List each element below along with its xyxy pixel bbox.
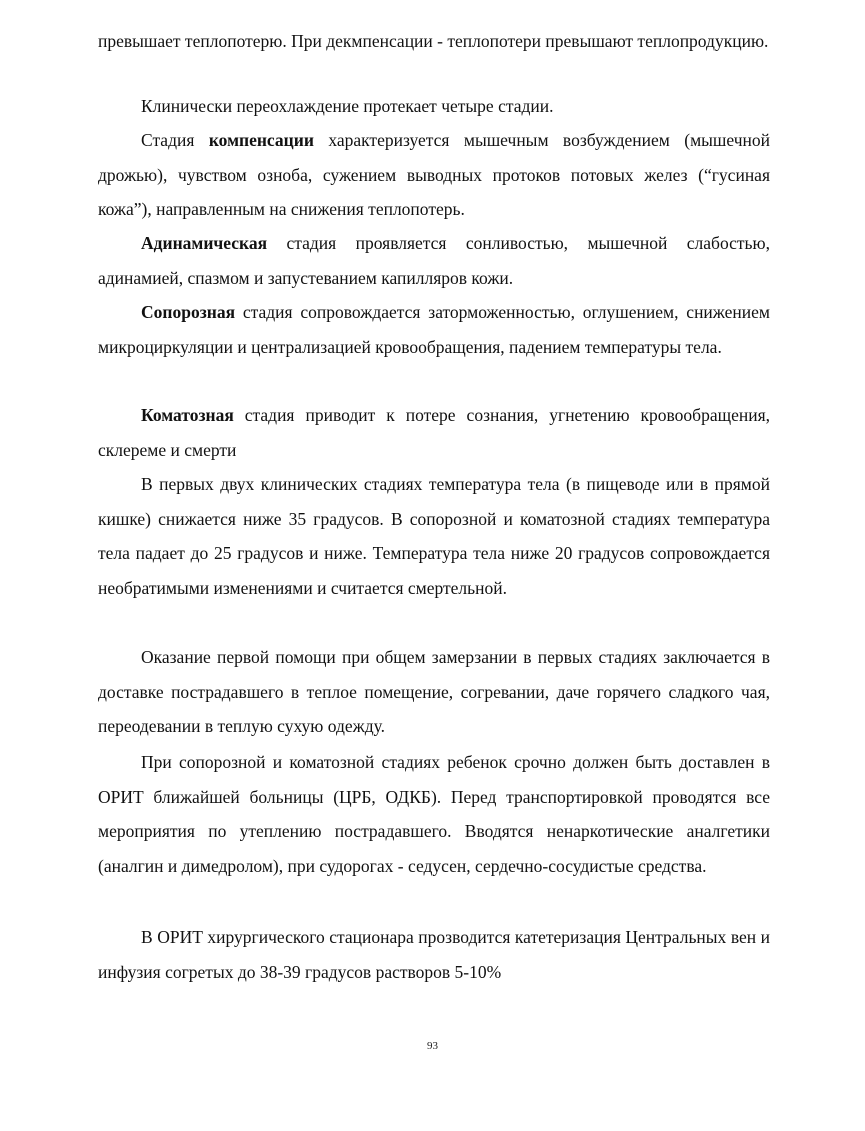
paragraph-icu-treatment — [98, 920, 770, 989]
paragraph-text: В первых двух клинических стадиях температура тела (в пищеводе или в прямой кишке) снижается ниже 35 градусов. В сопорозной и коматозной стадиях температура тела падает до 25 градусов и ниже. Температура тела ниже 20 градусов сопровождается необратимыми изменениями и считается смертельной. — [98, 474, 770, 598]
paragraph-temperature — [98, 467, 770, 605]
paragraph-adynamic-stage — [98, 226, 770, 295]
paragraph-text: В ОРИТ хирургического стационара прозводится катетеризация Центральных вен и инфузия согретых до 38-39 градусов растворов 5-10% — [98, 927, 770, 982]
paragraph-text: стадия приводит к потере сознания, угнетению кровообращения, склереме и смерти — [98, 405, 770, 460]
paragraph-comatose-stage — [98, 398, 770, 467]
paragraph-text: превышает теплопотерю. При декмпенсации - теплопотери превышают теплопродукцию. — [98, 31, 769, 51]
term-adynamic: Адинамическая — [141, 233, 268, 253]
paragraph-compensation-stage — [98, 123, 770, 227]
paragraph-text: Клинически переохлаждение протекает четыре стадии. — [141, 96, 554, 116]
term-soporous: Сопорозная — [141, 302, 236, 322]
paragraph-text: При сопорозной и коматозной стадиях ребенок срочно должен быть доставлен в ОРИТ ближайшей больницы (ЦРБ, ОДКБ). Перед транспортировкой проводятся все мероприятия по утеплению пострадавшего. Вводятся ненаркотические аналгетики (аналгин и димедролом), при судорогах - седусен, сердечно-сосудистые средства. — [98, 752, 770, 876]
paragraph-text: стадия проявляется сонливостью, мышечной слабостью, адинамией, спазмом и запустеванием капилляров кожи. — [98, 233, 770, 288]
paragraph-first-aid — [98, 640, 770, 744]
paragraph-text: характеризуется мышечным возбуждением (мышечной дрожью), чувством озноба, сужением выводных протоков потовых желез (“гусиная кожа”), направленным на снижения теплопотерь. — [98, 130, 770, 220]
paragraph-soporous-stage — [98, 295, 770, 364]
paragraph-text-prefix: Стадия — [141, 130, 209, 150]
paragraph-transport — [98, 745, 770, 883]
term-comatose: Коматозная — [141, 405, 234, 425]
paragraph-text: стадия сопровождается заторможенностью, оглушением, снижением микроциркуляции и централизацией кровообращения, падением температуры тела. — [98, 302, 770, 357]
paragraph-text: Оказание первой помощи при общем замерзании в первых стадиях заключается в доставке пострадавшего в теплое помещение, согревании, даче горячего сладкого чая, переодевании в теплую сухую одежду. — [98, 647, 770, 737]
paragraph-stages-intro — [98, 89, 770, 124]
page-number: 93 — [427, 1040, 438, 1052]
paragraph-decompensation — [98, 24, 770, 59]
term-compensation: компенсации — [208, 130, 314, 150]
